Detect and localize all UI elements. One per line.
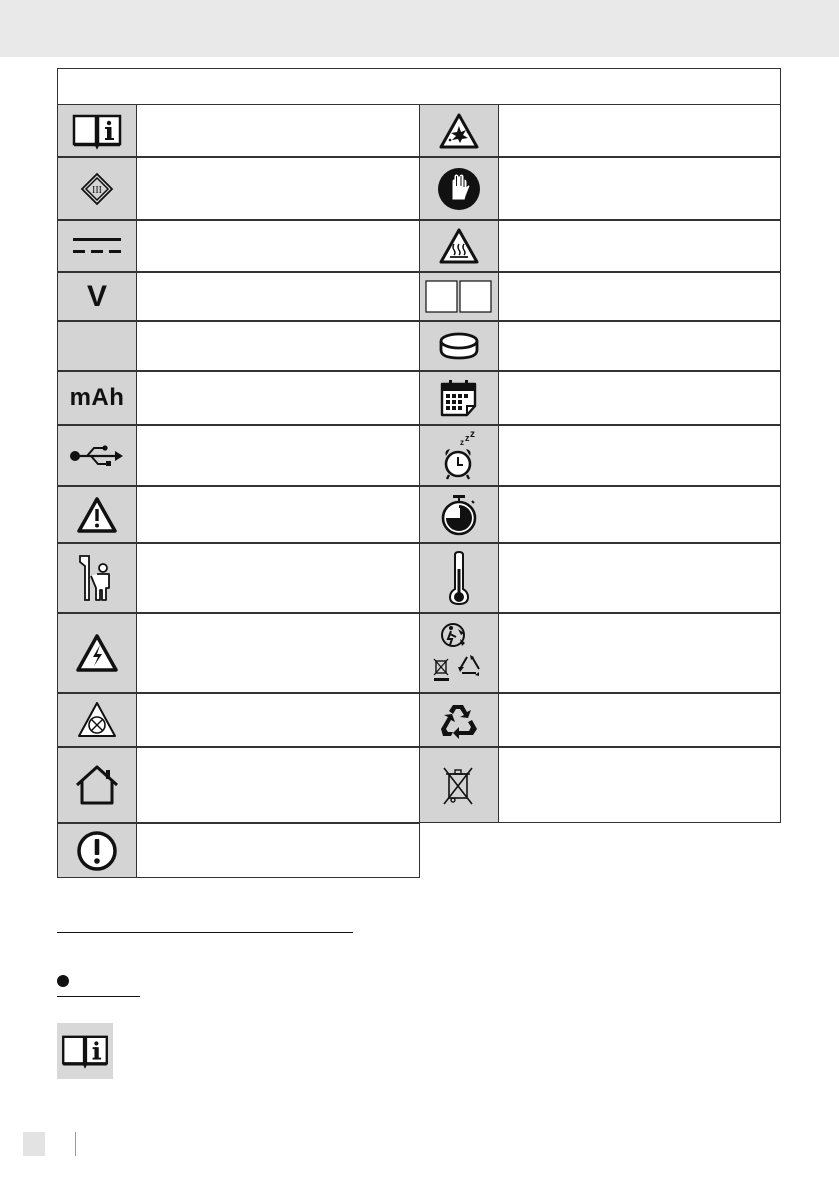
page-number-box [23,1132,45,1156]
legend-row-left-3 [57,220,420,272]
legend-text-left-10 [137,614,419,692]
legend-row-left-8 [57,486,420,543]
usb-icon [69,443,125,469]
legend-row-left-13 [57,823,420,878]
crossed-out-bin-icon [442,764,476,806]
svg-text:z: z [470,430,475,440]
legend-text-right-10 [499,614,780,692]
legend-row-left-7 [57,425,420,486]
disposal-recycling-icon [430,621,488,685]
legend-text-left-4 [137,273,419,320]
recycling-icon [439,700,479,740]
thermometer-icon [447,551,471,605]
legend-text-left-12 [137,748,419,822]
explosion-warning-icon [438,112,480,150]
legend-text-left-1 [137,105,419,156]
legend-text-left-5 [137,322,419,370]
legend-row-right-2 [419,157,781,220]
timer-icon [439,494,479,536]
legend-row-right-8 [419,486,781,543]
protection-class-iii-icon [80,172,114,206]
calendar-icon [439,378,479,418]
legend-text-right-1 [499,105,780,156]
legend-row-right-11 [419,693,781,747]
hot-surface-warning-icon [438,227,480,265]
legend-text-right-11 [499,694,780,746]
legend-text-right-5 [499,322,780,370]
legend-row-right-12 [419,747,781,823]
legend-text-left-3 [137,221,419,271]
legend-row-right-9 [419,543,781,613]
bullet-icon [57,975,69,987]
legend-row-left-11 [57,693,420,747]
legend-text-right-7 [499,426,780,485]
legend-text-left-13 [137,824,419,877]
legend-text-left-9 [137,544,419,612]
legend-text-right-4 [499,273,780,320]
legend-row-left-4 [57,272,420,321]
legend-text-left-8 [137,487,419,542]
instruction-manual-icon [57,1023,113,1079]
legend-text-right-12 [499,748,780,822]
direct-current-icon [71,236,123,256]
legend-row-left-5 [57,321,420,371]
volt-icon: V [86,279,107,313]
legend-row-right-5 [419,321,781,371]
legend-text-right-3 [499,221,780,271]
subsection-heading-underline [57,996,140,997]
no-sharp-objects-icon [76,700,118,740]
symbol-legend-table [57,68,781,878]
svg-text:III: III [92,184,102,196]
electric-shock-warning-icon [75,633,119,673]
svg-text:z: z [460,437,464,447]
legend-text-left-11 [137,694,419,746]
legend-text-right-2 [499,158,780,219]
legend-row-right-7 [419,425,781,486]
wear-gloves-icon [436,166,482,212]
certification-marks-icon [425,280,493,314]
legend-row-right-4 [419,272,781,321]
instruction-manual-icon [71,112,123,150]
legend-text-right-9 [499,544,780,612]
legend-row-left-9 [57,543,420,613]
legend-row-left-6 [57,371,420,425]
legend-row-right-3 [419,220,781,272]
legend-row-right-1 [419,104,781,157]
legend-row-left-1 [57,104,420,157]
legend-text-left-6 [137,372,419,424]
snooze-alarm-icon [439,431,479,481]
legend-row-left-10 [57,613,420,693]
legend-row-right-10 [419,613,781,693]
button-cell-battery-icon [438,331,480,361]
legend-text-right-6 [499,372,780,424]
svg-text:z: z [465,432,470,443]
section-heading-underline [57,932,353,933]
legend-row-left-2 [57,157,420,220]
attention-icon [76,830,118,872]
indoor-use-icon [74,764,120,806]
legend-text-right-8 [499,487,780,542]
child-warning-icon [77,554,117,602]
footer-divider [75,1132,76,1156]
warning-triangle-icon [76,496,118,534]
page-header-band [0,0,839,57]
legend-header [57,68,781,105]
legend-row-right-6 [419,371,781,425]
milliamp-hour-icon: mAh [69,384,125,411]
legend-text-left-2 [137,158,419,219]
legend-text-left-7 [137,426,419,485]
legend-row-left-12 [57,747,420,823]
